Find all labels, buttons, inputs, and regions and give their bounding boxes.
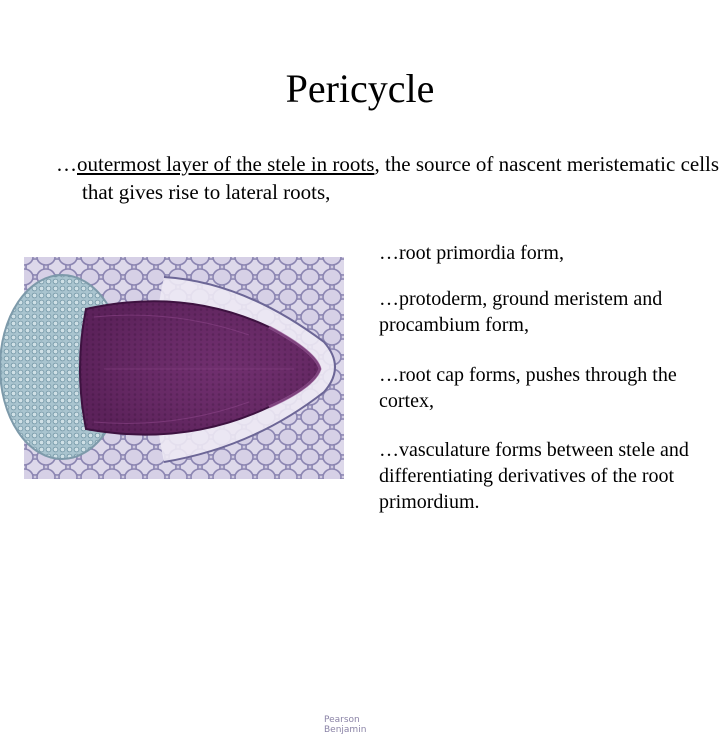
intro-rest: , the source of nascent meristematic cells that gives rise to lateral roots, xyxy=(82,152,720,204)
micrograph-illustration xyxy=(24,257,344,479)
credit-line-1: Pearson xyxy=(324,715,360,725)
slide-title: Pericycle xyxy=(285,66,435,111)
stage-vasculature: …vasculature forms between stele and differentiating derivatives of the root primordium. xyxy=(379,439,689,513)
stage-tissue-formation: …protoderm, ground meristem and procambium form, xyxy=(379,288,663,336)
micrograph-credit xyxy=(324,715,366,735)
credit-line-2: Benjamin xyxy=(324,725,367,735)
stage-root-cap: …root cap forms, pushes through the cortex, xyxy=(379,364,677,412)
intro-underlined-phrase: outermost layer of the stele in roots xyxy=(77,152,375,176)
intro-text xyxy=(56,150,722,206)
intro-ellipsis: … xyxy=(56,152,77,176)
stage-root-primordia: …root primordia form, xyxy=(379,242,564,264)
root-micrograph xyxy=(24,257,367,735)
